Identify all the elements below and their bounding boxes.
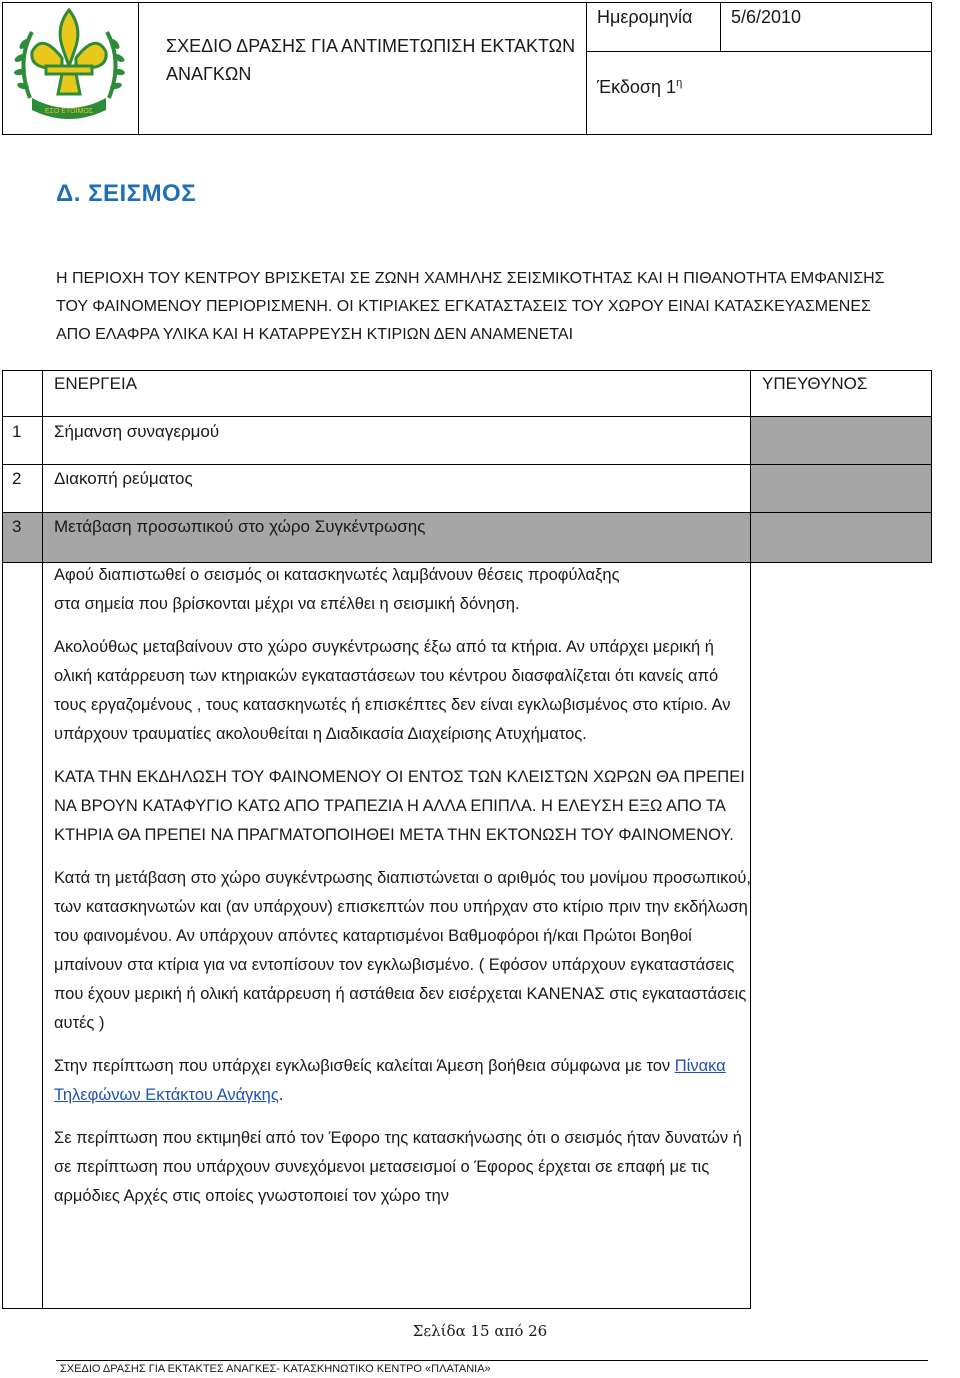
intro-line: ΑΠΟ ΕΛΑΦΡΑ ΥΛΙΚΑ ΚΑΙ Η ΚΑΤΑΡΡΕΥΣΗ ΚΤΙΡΙΩΝ ΔΕΝ ΑΝΑΜΕΝΕΤΑΙ [56, 326, 574, 343]
scout-fleur-de-lis-logo [2, 2, 137, 133]
plan-title-line2: ΑΝΑΓΚΩΝ [166, 64, 252, 84]
logo-ribbon-text: ΕΣΟ ΕΤΟΙΜΟΣ [44, 108, 94, 115]
section-title: Δ. ΣΕΙΣΜΟΣ [56, 180, 197, 207]
row-action: Μετάβαση προσωπικού στο χώρο Συγκέντρωσης [54, 517, 426, 536]
page-number: Σελίδα 15 από 26 [412, 1322, 548, 1340]
row-number: 2 [12, 469, 22, 488]
row-number: 1 [12, 422, 22, 441]
intro-line: ΤΟΥ ΦΑΙΝΟΜΕΝΟΥ ΠΕΡΙΟΡΙΣΜΕΝΗ. ΟΙ ΚΤΙΡΙΑΚΕΣ ΕΓΚΑΤΑΣΤΑΣΕΙΣ ΤΟΥ ΧΩΡΟΥ ΕΙΝΑΙ ΚΑΤΑΣΚΕΥΑΣΜΕΝΕΣ [56, 298, 871, 315]
paragraph: Ακολούθως μεταβαίνουν στο χώρο συγκέντρωσης έξω από τα κτήρια. Αν υπάρχει μερική ή ολική κατάρρευση των κτηριακών εγκαταστάσεων του κέντρου διασφαλίζεται ότι κανείς από τους εργαζομένους , τους κατασκηνωτές ή επισκέπτες δεν είναι εγκλωβισμένος στο κτίριο. Αν υπάρχουν τραυματίες ακολουθείται η Διαδικασία Διαχείρισης Ατυχήματος. [54, 638, 731, 743]
row-number: 3 [12, 517, 22, 536]
paragraph: Σε περίπτωση που εκτιμηθεί από τον Έφορο της κατασκήνωσης ότι ο σεισμός ήταν δυνατών ή σε περίπτωση που υπάρχουν συνεχόμενοι μετασεισμοί ο Έφορος έρχεται σε επαφή με τις αρμόδιες Αρχές στις οποίες γνωστοποιεί τον χώρο την [54, 1129, 742, 1205]
logo-cell [2, 2, 139, 135]
header-divider [586, 51, 932, 52]
footer-divider [56, 1360, 928, 1361]
date-label: Ημερομηνία [597, 7, 693, 27]
date-value: 5/6/2010 [731, 7, 802, 27]
header-divider [586, 2, 587, 135]
plan-title-line1: ΣΧΕΔΙΟ ΔΡΑΣΗΣ ΓΙΑ ΑΝΤΙΜΕΤΩΠΙΣΗ ΕΚΤΑΚΤΩΝ [166, 36, 576, 56]
version-label: Έκδοση $1^\eta$ [597, 77, 683, 97]
intro-line: Η ΠΕΡΙΟΧΗ ΤΟΥ ΚΕΝΤΡΟΥ ΒΡΙΣΚΕΤΑΙ ΣΕ ΖΩΝΗ ΧΑΜΗΛΗΣ ΣΕΙΣΜΙΚΟΤΗΤΑΣ ΚΑΙ Η ΠΙΘΑΝΟΤΗΤΑ ΕΜΦΑΝΙΣΗΣ [56, 270, 885, 287]
paragraph: Αφού διαπιστωθεί ο σεισμός οι κατασκηνωτές λαμβάνουν θέσεις προφύλαξης στα σημεία που βρίσκονται μέχρι να επέλθει η σεισμική δόνηση. [54, 566, 620, 613]
responsible-cell [750, 417, 931, 562]
column-header-action: ΕΝΕΡΓΕΙΑ [54, 374, 138, 393]
paragraph: Στην περίπτωση που υπάρχει εγκλωβισθείς καλείται Άμεση βοήθεια σύμφωνα με τον Πίνακα Τηλεφώνων Εκτάκτου Ανάγκης. [54, 1057, 726, 1104]
row-action: Σήμανση συναγερμού [54, 422, 220, 441]
procedure-text [54, 561, 754, 1225]
paragraph: Κατά τη μετάβαση στο χώρο συγκέντρωσης διαπιστώνεται ο αριθμός του μονίμου προσωπικού, των κατασκηνωτών και (αν υπάρχουν) επισκεπτών που υπήρχαν στο κτίριο πριν την εκδήλωση του φαινομένου. Αν υπάρχουν απόντες καταρτισμένοι Βαθμοφόροι ή/και Πρώτοι Βοηθοί μπαίνουν στα κτίρια για να εντοπίσουν τον εγκλωβισμένο. ( Εφόσον υπάρχουν εγκαταστάσεις που έχουν μερική ή ολική κατάρρευση ή αστάθεια δεν εισέρχεται ΚΑΝΕΝΑΣ στις εγκαταστάσεις αυτές ) [54, 869, 751, 1032]
paragraph: ΚΑΤΑ ΤΗΝ ΕΚΔΗΛΩΣΗ ΤΟΥ ΦΑΙΝΟΜΕΝΟΥ ΟΙ ΕΝΤΟΣ ΤΩΝ ΚΛΕΙΣΤΩΝ ΧΩΡΩΝ ΘΑ ΠΡΕΠΕΙ ΝΑ ΒΡΟΥΝ ΚΑΤΑΦΥΓΙΟ ΚΑΤΩ ΑΠΟ ΤΡΑΠΕΖΙΑ Η ΑΛΛΑ ΕΠΙΠΛΑ. Η ΕΛΕΥΣΗ ΕΞΩ ΑΠΟ ΤΑ ΚΤΗΡΙΑ ΘΑ ΠΡΕΠΕΙ ΝΑ ΠΡΑΓΜΑΤΟΠΟΙΗΘΕΙ ΜΕΤΑ ΤΗΝ ΕΚΤΟΝΩΣΗ ΤΟΥ ΦΑΙΝΟΜΕΝΟΥ. [54, 768, 745, 844]
emergency-phone-list-link[interactable]: Πίνακα Τηλεφώνων Εκτάκτου Ανάγκης [54, 1057, 726, 1104]
intro-paragraph [56, 265, 885, 349]
row-action: Διακοπή ρεύματος [54, 469, 193, 488]
column-header-responsible: ΥΠΕΥΘΥΝΟΣ [762, 374, 868, 393]
footer-note: ΣΧΕΔΙΟ ΔΡΑΣΗΣ ΓΙΑ ΕΚΤΑΚΤΕΣ ΑΝΑΓΚΕΣ- ΚΑΤΑΣΚΗΝΩΤΙΚΟ ΚΕΝΤΡΟ «ΠΛΑΤΑΝΙΑ» [60, 1363, 491, 1375]
header-divider [720, 2, 721, 51]
